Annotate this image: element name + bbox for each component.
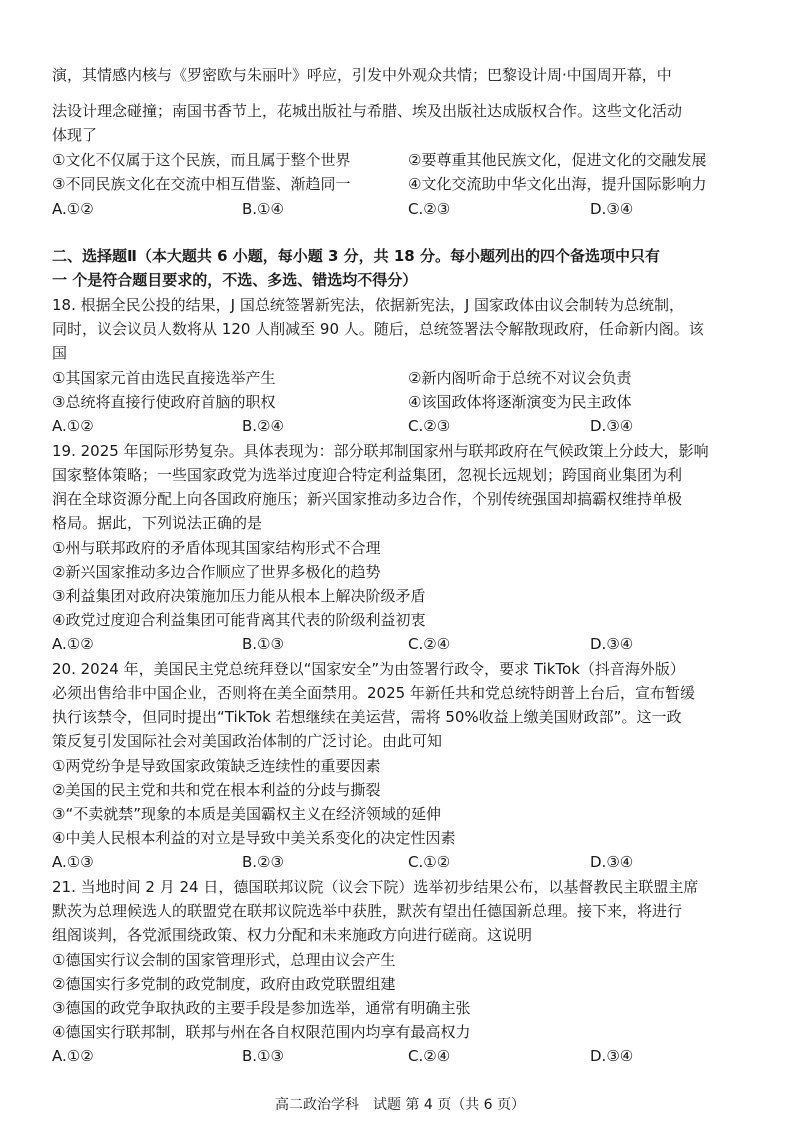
q19-answer-a: A.①② (52, 635, 94, 653)
q18-option: ③总统将直接行使政府首脑的职权 (52, 393, 276, 411)
q17-option: ④文化交流助中华文化出海，提升国际影响力 (408, 175, 707, 193)
q21-answer-a: A.①② (52, 1047, 94, 1065)
q19-option: ④政党过度迎合利益集团可能背离其代表的阶级利益初衷 (52, 611, 426, 629)
q20-answer-a: A.①③ (52, 853, 94, 871)
q17-answer-c: C.②③ (408, 200, 451, 218)
q18-answer-c: C.②③ (408, 417, 451, 435)
q21-option: ④德国实行联邦制，联邦与州在各自权限范围内均享有最高权力 (52, 1023, 471, 1041)
q20-answer-c: C.①② (408, 853, 451, 871)
q20-answer-d: D.③④ (590, 853, 634, 871)
q18-option: ①其国家元首由选民直接选举产生 (52, 369, 276, 387)
q19-text-line: 19. 2025 年国际形势复杂。具体表现为：部分联邦制国家州与联邦政府在气候政策上分歧大，影响 (52, 442, 709, 460)
q19-answer-b: B.①③ (242, 635, 284, 653)
q19-answer-d: D.③④ (590, 635, 634, 653)
q18-option: ②新内阁听命于总统不对议会负责 (408, 369, 632, 387)
q20-answer-b: B.②③ (242, 853, 284, 871)
q21-option: ②德国实行多党制的政党制度，政府由政党联盟组建 (52, 975, 396, 993)
q17-answer-b: B.①④ (242, 200, 284, 218)
section-heading: 一 个是符合题目要求的，不选、多选、错选均不得分） (52, 271, 418, 289)
q20-option: ③“不卖就禁”现象的本质是美国霸权主义在经济领域的延伸 (52, 805, 441, 823)
q18-text-line: 国 (52, 344, 68, 362)
q17-text-line: 体现了 (52, 126, 98, 144)
q19-option: ②新兴国家推动多边合作顺应了世界多极化的趋势 (52, 563, 381, 581)
q21-answer-d: D.③④ (590, 1047, 634, 1065)
q20-text-line: 策反复引发国际社会对美国政治体制的广泛讨论。由此可知 (52, 732, 443, 750)
section-heading: 二、选择题Ⅱ（本大题共 6 小题，每小题 3 分，共 18 分。每小题列出的四个备选项中只有 (52, 247, 660, 265)
q17-option: ①文化不仅属于这个民族，而且属于整个世界 (52, 151, 351, 169)
q18-text-line: 18. 根据全民公投的结果，J 国总统签署新宪法，依据新宪法，J 国家政体由议会制转为总统制， (52, 296, 685, 314)
q21-text-line: 组阁谈判，各党派围绕政策、权力分配和未来施政方向进行磋商。这说明 (52, 926, 533, 944)
q19-option: ①州与联邦政府的矛盾体现其国家结构形式不合理 (52, 539, 381, 557)
page-footer: 高二政治学科 试题 第 4 页（共 6 页） (274, 1097, 526, 1113)
q19-answer-c: C.②④ (408, 635, 451, 653)
q20-text-line: 必须出售给非中国企业，否则将在美全面禁用。2025 年新任共和党总统特朗普上台后，宣布暂缓 (52, 684, 695, 702)
q19-option: ③利益集团对政府决策施加压力能从根本上解决阶级矛盾 (52, 587, 426, 605)
q20-text-line: 执行该禁令，但同时提出“TikTok 若想继续在美运营，需将 50%收益上缴美国财政部”。这一政 (52, 708, 682, 726)
q21-option: ①德国实行议会制的国家管理形式，总理由议会产生 (52, 951, 396, 969)
q21-text-line: 21. 当地时间 2 月 24 日，德国联邦议院（议会下院）选举初步结果公布，以基督教民主联盟主席 (52, 878, 699, 896)
q19-text-line: 国家整体策略；一些国家政党为选举过度迎合特定利益集团，忽视长远规划；跨国商业集团为利 (52, 466, 683, 484)
q19-text-line: 润在全球资源分配上向各国政府施压；新兴国家推动多边合作，个别传统强国却搞霸权维持单极 (52, 490, 683, 508)
q18-option: ④该国政体将逐渐演变为民主政体 (408, 393, 632, 411)
q21-answer-c: C.②④ (408, 1047, 451, 1065)
q21-text-line: 默茨为总理候选人的联盟党在联邦议院选举中获胜，默茨有望出任德国新总理。接下来，将进行 (52, 902, 683, 920)
q17-text-line: 演，其情感内核与《罗密欧与朱丽叶》呼应，引发中外观众共情；巴黎设计周·中国周开幕，中 (52, 66, 672, 84)
q18-answer-a: A.①② (52, 417, 94, 435)
q20-text-line: 20. 2024 年，美国民主党总统拜登以“国家安全”为由签署行政令，要求 TikTok（抖音海外版） (52, 660, 685, 678)
q17-option: ②要尊重其他民族文化，促进文化的交融发展 (408, 151, 707, 169)
q17-text-line: 法设计理念碰撞；南国书香节上，花城出版社与希腊、埃及出版社达成版权合作。这些文化活动 (52, 102, 683, 120)
q19-text-line: 格局。据此，下列说法正确的是 (52, 514, 263, 532)
q18-answer-d: D.③④ (590, 417, 634, 435)
q20-option: ④中美人民根本利益的对立是导致中美关系变化的决定性因素 (52, 829, 456, 847)
q17-answer-a: A.①② (52, 200, 94, 218)
q20-option: ①两党纷争是导致国家政策缺乏连续性的重要因素 (52, 757, 381, 775)
q21-answer-b: B.①③ (242, 1047, 284, 1065)
q20-option: ②美国的民主党和共和党在根本利益的分歧与撕裂 (52, 781, 381, 799)
q17-answer-d: D.③④ (590, 200, 634, 218)
q17-option: ③不同民族文化在交流中相互借鉴、渐趋同一 (52, 175, 351, 193)
q21-option: ③德国的政党争取执政的主要手段是参加选举，通常有明确主张 (52, 999, 471, 1017)
q18-text-line: 同时，议会议员人数将从 120 人削减至 90 人。随后，总统签署法令解散现政府，任命新内阁。该 (52, 320, 704, 338)
q18-answer-b: B.②④ (242, 417, 284, 435)
